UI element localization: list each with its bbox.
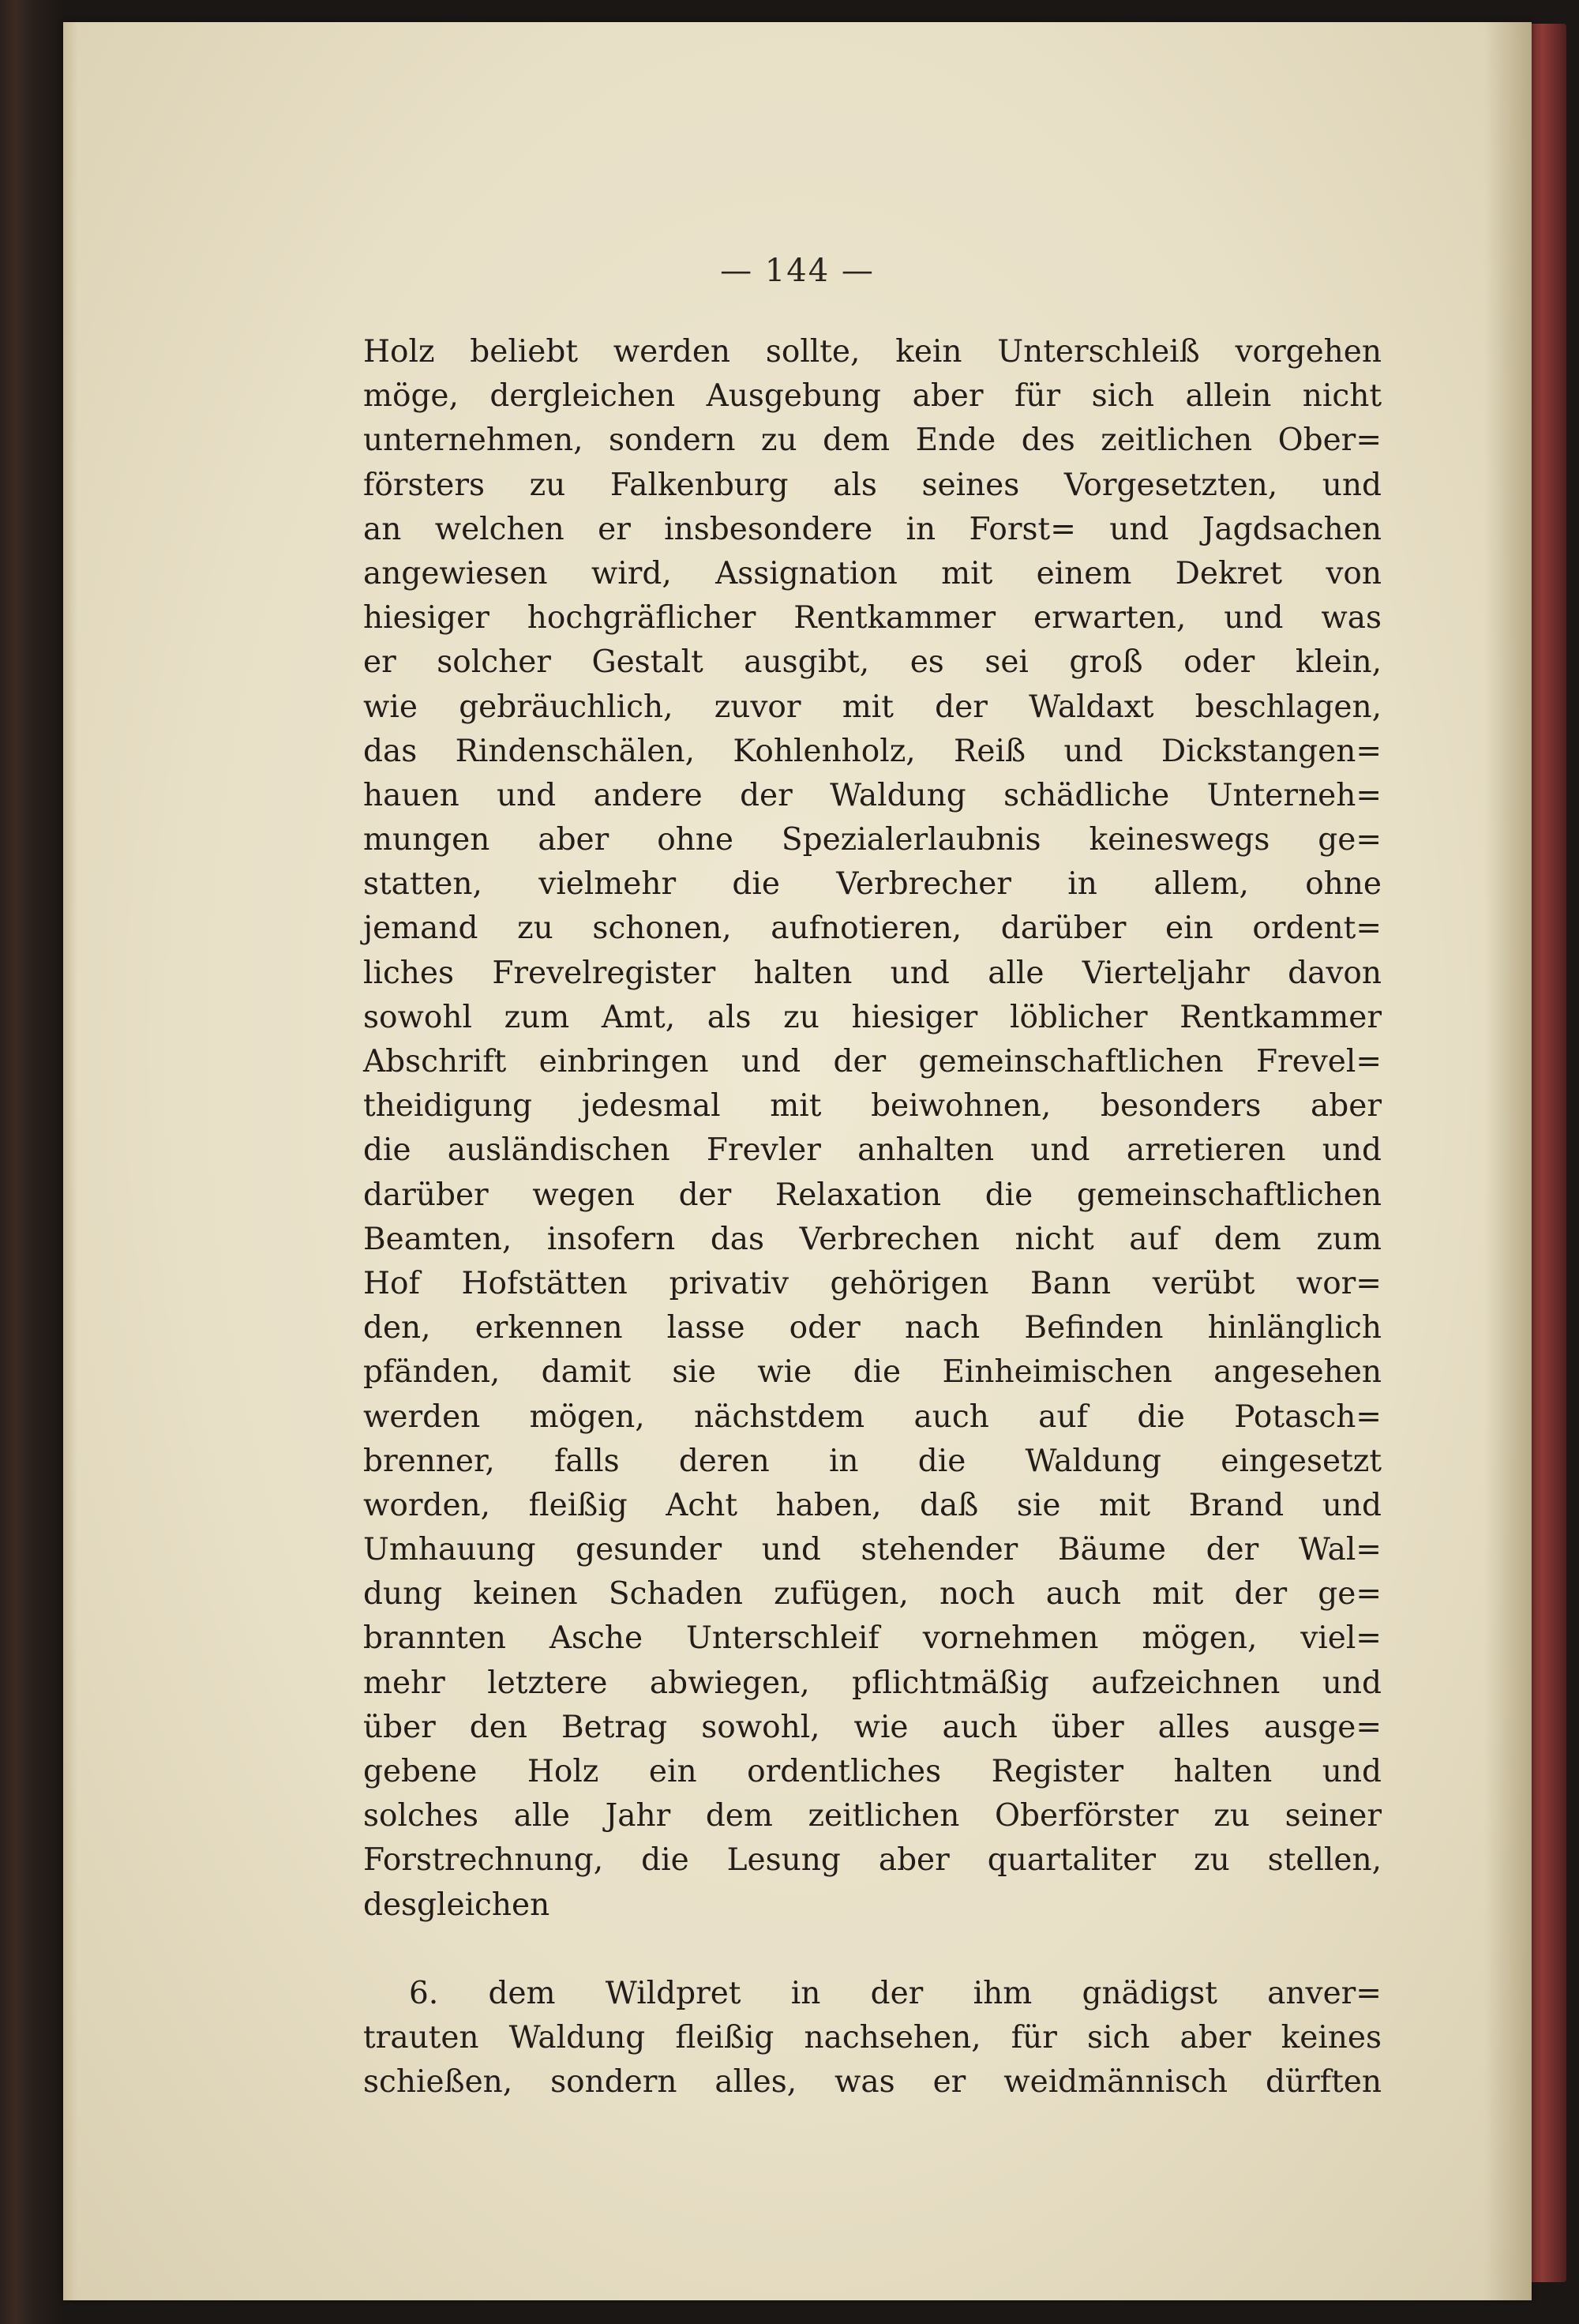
text-line: liches Frevelregister halten und alle Vierteljahr davon — [363, 955, 1382, 991]
page-edge-shadow — [1484, 22, 1532, 2300]
text-line: sowohl zum Amt, als zu hiesiger löblicher Rentkammer — [363, 999, 1382, 1035]
text-line: werden mögen, nächstdem auch auf die Potasch= — [363, 1399, 1382, 1435]
text-line: gebene Holz ein ordentliches Register halten und — [363, 1754, 1382, 1789]
page-number: — 144 — — [720, 253, 875, 289]
text-line: über den Betrag sowohl, wie auch über alles ausge= — [363, 1709, 1382, 1745]
text-line: Hof Hofstätten privativ gehörigen Bann verübt wor= — [363, 1265, 1382, 1301]
text-line: wie gebräuchlich, zuvor mit der Waldaxt beschlagen, — [363, 689, 1382, 725]
text-line: hiesiger hochgräflicher Rentkammer erwarten, und was — [363, 600, 1382, 636]
text-line: das Rindenschälen, Kohlenholz, Reiß und Dickstangen= — [363, 733, 1382, 769]
text-line: die ausländischen Frevler anhalten und arretieren und — [363, 1132, 1382, 1169]
text-line: Abschrift einbringen und der gemeinschaftlichen Frevel= — [363, 1044, 1382, 1079]
text-line: desgleichen — [363, 1887, 550, 1923]
text-line: dung keinen Schaden zufügen, noch auch mit der ge= — [363, 1576, 1382, 1613]
text-line: brenner, falls deren in die Waldung eingesetzt — [363, 1443, 1382, 1479]
text-line: den, erkennen lasse oder nach Befinden hinlänglich — [363, 1310, 1382, 1346]
paragraph-1 — [363, 330, 1382, 1928]
body-text — [363, 330, 1382, 2104]
text-line: 6. dem Wildpret in der ihm gnädigst anver= — [409, 1975, 1382, 2011]
text-line: worden, fleißig Acht haben, daß sie mit Brand und — [363, 1487, 1382, 1523]
text-line: mehr letztere abwiegen, pflichtmäßig aufzeichnen und — [363, 1665, 1382, 1701]
text-line: brannten Asche Unterschleif vornehmen mögen, viel= — [363, 1620, 1382, 1657]
text-line: Forstrechnung, die Lesung aber quartaliter zu stellen, — [363, 1842, 1382, 1879]
text-line: Holz beliebt werden sollte, kein Unterschleiß vorgehen — [363, 334, 1382, 370]
text-line: solches alle Jahr dem zeitlichen Oberförster zu seiner — [363, 1798, 1382, 1834]
text-line: mungen aber ohne Spezialerlaubnis keineswegs ge= — [363, 822, 1382, 858]
text-line: statten, vielmehr die Verbrecher in allem, ohne — [363, 866, 1382, 903]
text-line: pfänden, damit sie wie die Einheimischen angesehen — [363, 1354, 1382, 1391]
text-line: försters zu Falkenburg als seines Vorgesetzten, und — [363, 467, 1382, 503]
text-line: möge, dergleichen Ausgebung aber für sich allein nicht — [363, 378, 1382, 415]
text-line: Umhauung gesunder und stehender Bäume der Wal= — [363, 1532, 1382, 1568]
text-line: Beamten, insofern das Verbrechen nicht auf dem zum — [363, 1221, 1382, 1257]
text-line: jemand zu schonen, aufnotieren, darüber ein ordent= — [363, 910, 1382, 947]
page-gutter-shadow — [63, 22, 77, 2300]
book-spine-red — [1527, 24, 1566, 2282]
text-line: schießen, sondern alles, was er weidmännisch dürften — [363, 2064, 1382, 2101]
text-line: unternehmen, sondern zu dem Ende des zeitlichen Ober= — [363, 422, 1382, 459]
text-line: hauen und andere der Waldung schädliche Unterneh= — [363, 777, 1382, 813]
book-page — [63, 22, 1532, 2300]
text-line: angewiesen wird, Assignation mit einem Dekret von — [363, 555, 1382, 591]
paragraph-2 — [363, 1972, 1382, 2105]
paragraph-gap — [363, 1928, 1382, 1972]
text-line: theidigung jedesmal mit beiwohnen, besonders aber — [363, 1088, 1382, 1124]
text-line: trauten Waldung fleißig nachsehen, für sich aber keines — [363, 2019, 1382, 2056]
text-line: er solcher Gestalt ausgibt, es sei groß oder klein, — [363, 644, 1382, 681]
text-line: an welchen er insbesondere in Forst= und Jagdsachen — [363, 511, 1382, 547]
text-line: darüber wegen der Relaxation die gemeinschaftlichen — [363, 1177, 1382, 1213]
